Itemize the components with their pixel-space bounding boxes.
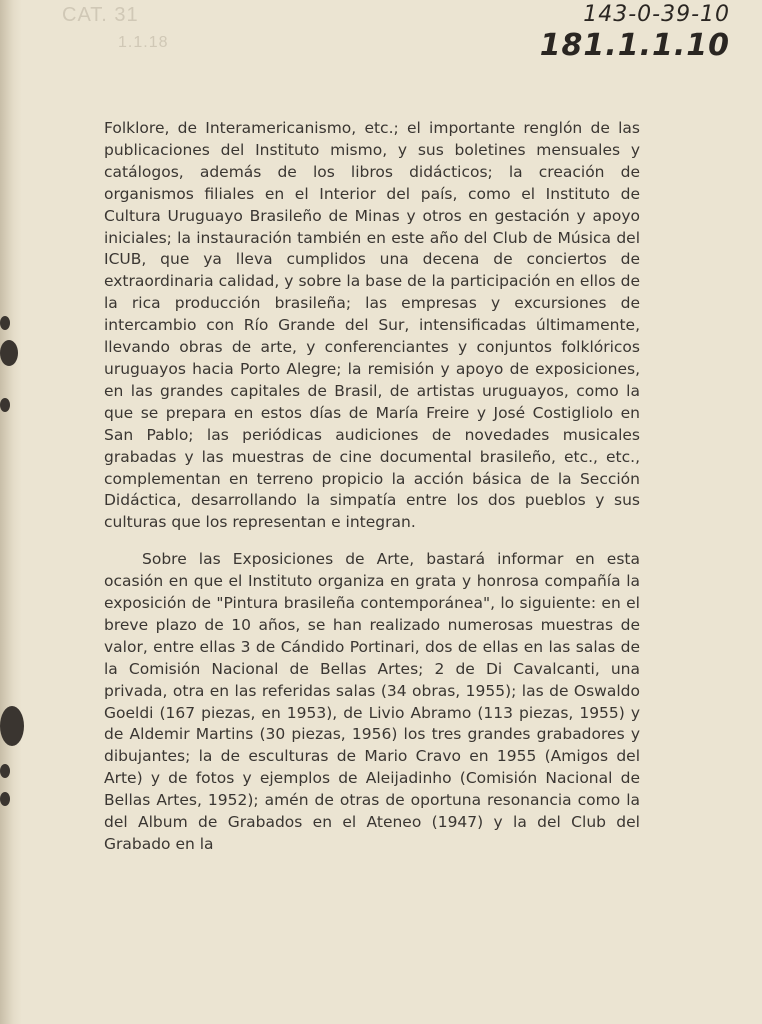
binding-hole: [0, 398, 10, 412]
binding-hole: [0, 316, 10, 330]
binding-hole: [0, 706, 24, 746]
archive-code-line-2: 181.1.1.10: [539, 28, 730, 63]
paragraph: Folklore, de Interamericanismo, etc.; el importante renglón de las publicaciones del Instituto mismo, y sus boletines mensuales y catálogos, además de los libros didácticos; la creación de organismos filiales en el Interior del país, como el Instituto de Cultura Uruguayo Brasileño de Minas y otros en gestación y apoyo iniciales; la instauración también en este año del Club de Música del ICUB, que ya lleva cumplidos una decena de conciertos de extraordinaria calidad, y sobre la base de la participación en ellos de la rica producción brasileña; las empresas y excursiones de intercambio con Río Grande del Sur, intensificadas últimamente, llevando obras de arte, y conferenciantes y conjuntos folklóricos uruguayos hacia Porto Alegre; la remisión y apoyo de exposiciones, en las grandes capitales de Brasil, de artistas uruguayos, como la que se prepara en estos días de María Freire y José Costigliolo en San Pablo; las periódicas audiciones de novedades musicales grabadas y las muestras de cine documental brasileño, etc., etc., complementan en terreno propicio la acción básica de la Sección Didáctica, desarrollando la simpatía entre los dos pueblos y sus culturas que los representan e integran.: [104, 119, 640, 532]
faint-stamp: 1.1.18: [118, 34, 169, 51]
archive-code-line-1: 143-0-39-10: [583, 2, 730, 27]
faint-stamp: CAT. 31: [62, 4, 139, 26]
binding-hole: [0, 792, 10, 806]
binding-hole: [0, 340, 18, 366]
binding-hole: [0, 764, 10, 778]
binding-edge: [0, 0, 22, 1024]
paragraph: Sobre las Exposiciones de Arte, bastará informar en esta ocasión en que el Instituto organiza en grata y honrosa compañía la exposición de "Pintura brasileña contemporánea", lo siguiente: en el breve plazo de 10 años, se han realizado numerosas muestras de valor, entre ellas 3 de Cándido Portinari, dos de ellas en las salas de la Comisión Nacional de Bellas Artes; 2 de Di Cavalcanti, una privada, otra en las referidas salas (34 obras, 1955); las de Oswaldo Goeldi (167 piezas, en 1953), de Livio Abramo (113 piezas, 1955) y de Aldemir Martins (30 piezas, 1956) los tres grandes grabadores y dibujantes; la de esculturas de Mario Cravo en 1955 (Amigos del Arte) y de fotos y ejemplos de Aleijadinho (Comisión Nacional de Bellas Artes, 1952); amén de otras de oportuna resonancia como la del Album de Grabados en el Ateneo (1947) y la del Club del Grabado en la: [104, 550, 640, 853]
body-text: [104, 118, 640, 856]
